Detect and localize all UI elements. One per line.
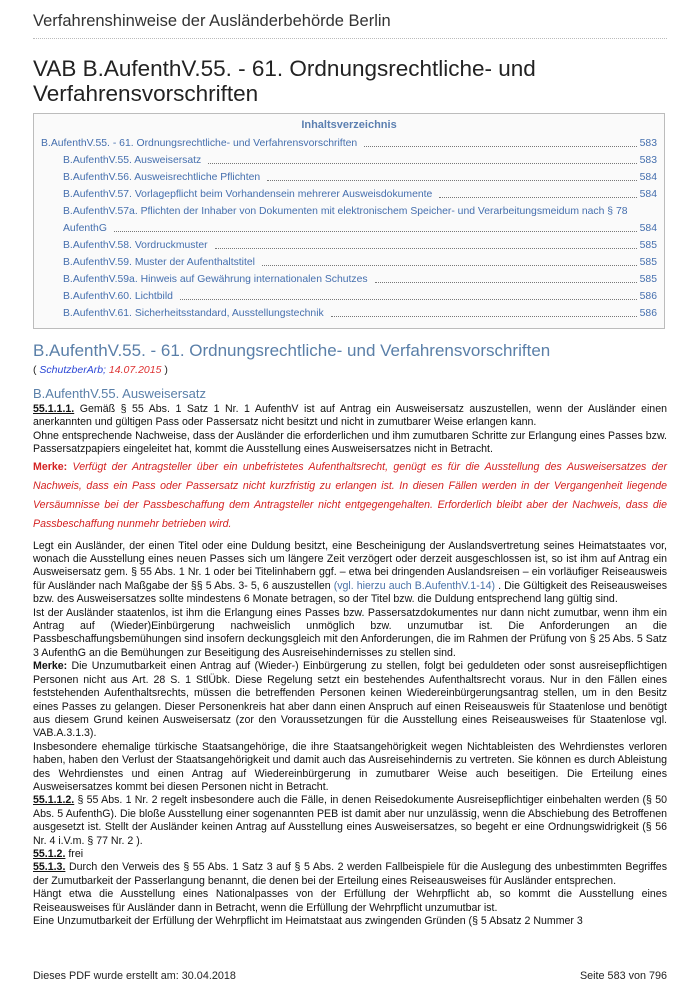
paragraph-text: Legt ein Ausländer, der einen Titel oder eine Duldung besitzt, eine Bescheinigung der Auslandsvertretung seines Heimatstaates vor, wonach die Ausstellung eines neuen Passes sich um längere Zeit verzögert oder derzeit ausgeschlossen ist, so ist ihm auf Antrag ein Ausweisersatz gem. § 55 Abs. 1 Nr. 1 oder bei Titelinhabern ggf. – etwa bei dringenden Auslandsreisen – ein vorläufiger Reiseausweis für Ausländer nach Maßgabe der §§ 5 Abs. 3- 5, 6 auszustellen	[33, 539, 667, 592]
paragraph: Insbesondere ehemalige türkische Staatsangehörige, die ihre Staatsangehörigkeit wegen Nichtableisten des Wehrdienstes verloren haben, haben den Verlust der Staatsangehörigkeit und damit auch das Ausreisehindernis zu vertreten. Sie können es durch Ableistung des Wehrdienstes und einen Antrag auf Wiedereinbürgerung in zumutbarer Weise auch beseitigen. Die Erteilung eines Ausweisersatzes kommt bei diesen Personen nicht in Betracht.	[33, 740, 667, 793]
page-footer	[33, 970, 667, 984]
paragraph	[33, 848, 667, 861]
paragraph-number: 55.1.1.2.	[33, 794, 75, 807]
toc-item-page: 584	[639, 189, 657, 200]
toc-item-label[interactable]: B.AufenthV.59. Muster der Aufenthaltstitel	[63, 257, 255, 268]
toc-item-page: 584	[639, 172, 657, 183]
revision-date: 14.07.2015	[108, 364, 162, 376]
paragraph-number: 55.1.1.1.	[33, 403, 75, 415]
toc-item-page: 584	[639, 223, 657, 234]
subsection-title: B.AufenthV.55. Ausweisersatz	[33, 386, 206, 401]
paragraph: Ist der Ausländer staatenlos, ist ihm die Erlangung eines Passes bzw. Passersatzdokumentes nur dann nicht zumutbar, wenn ihm ein Antrag auf (Wieder)Einbürgerung nachweislich unmöglich bzw. unzumutbar ist. Die Anforderungen an die Passbeschaffungsbemühungen sind insofern deckungsgleich mit den Anforderungen, die im Rahmen der Prüfung von § 25 Abs. 5 Satz 3 AufenthG an die Bemühungen zur Beseitigung des Ausreisehindernisses zu stellen sind.	[33, 606, 667, 659]
toc-item-page: 583	[639, 155, 657, 166]
paragraph-text: Gemäß § 55 Abs. 1 Satz 1 Nr. 1 AufenthV ist auf Antrag ein Ausweisersatz auszustellen, wenn der Ausländer einen anerkannten und gültigen Pass oder Passersatz nicht besitzt und nicht in zumutbarer Weise erlangen kann.	[33, 403, 667, 429]
toc-item-page: 585	[639, 257, 657, 268]
toc-list	[41, 135, 657, 322]
author-tag: SchutzberArb;	[39, 364, 106, 376]
meta-open: (	[33, 364, 40, 376]
toc-item-label[interactable]: B.AufenthV.57. Vorlagepflicht beim Vorhandensein mehrerer Ausweisdokumente	[63, 189, 433, 200]
toc-item-label[interactable]: B.AufenthV.57a. Pflichten der Inhaber von Dokumenten mit elektronischem Speicher- und Verarbeitungsmeidum nach § 78	[63, 206, 628, 217]
toc-item[interactable]	[41, 152, 657, 169]
toc-item-label[interactable]: B.AufenthV.55. Ausweisersatz	[63, 155, 202, 166]
paragraph	[33, 540, 667, 607]
toc-item-label[interactable]: AufenthG	[63, 223, 107, 234]
paragraph-text: § 55 Abs. 1 Nr. 2 regelt insbesondere auch die Fälle, in denen Reisedokumente Ausreisepflichtiger einbehalten werden (§ 50 Abs. 5 AufenthG). Die bloße Ausstellung einer sogenannten PEB ist damit aber nur unzulässig, wenn die Abschiebung des Betroffenen ausgesetzt ist. Stellt der Ausländer keinen Antrag auf Ausstellung eines Ausweisersatzes, so begeht er eine Ordnungswidrigkeit (§ 56 Nr. 4 i.V.m. § 77 Nr. 2 ).	[33, 794, 667, 847]
toc-item[interactable]	[41, 254, 657, 271]
body-text	[33, 403, 667, 928]
page-number: Seite 583 von 796	[579, 970, 667, 982]
paragraph	[33, 660, 667, 740]
paragraph-text: Durch den Verweis des § 55 Abs. 1 Satz 3 auf § 5 Abs. 2 werden Fallbeispiele für die Auslegung des unbestimmten Begriffes der Zumutbarkeit der Passerlangung benannt, die denen bei der Erteilung eines Reiseausweises für Ausländer entsprechen.	[33, 861, 667, 887]
paragraph	[33, 794, 667, 848]
toc-item-label[interactable]: B.AufenthV.55. - 61. Ordnungsrechtliche- und Verfahrensvorschriften	[41, 138, 358, 149]
table-of-contents	[33, 113, 665, 329]
toc-item-label[interactable]: B.AufenthV.59a. Hinweis auf Gewährung internationalen Schutzes	[63, 274, 368, 285]
paragraph: Hängt etwa die Ausstellung eines Nationalpasses von der Erfüllung der Wehrpflicht ab, so kommt die Ausstellung eines Reiseausweises für Ausländer dann in Betracht, wenn die Erfüllung der Wehrpflicht unzumutbar ist.	[33, 888, 667, 914]
toc-item[interactable]	[41, 288, 657, 305]
creation-date: Dieses PDF wurde erstellt am: 30.04.2018	[33, 970, 236, 982]
section-title: B.AufenthV.55. - 61. Ordnungsrechtliche- und Verfahrensvorschriften	[33, 341, 551, 360]
note-text: Verfügt der Antragsteller über ein unbefristetes Aufenthaltsrecht, genügt es für die Ausstellung des Ausweisersatzes der Nachweis, dass ein Pass oder Passersatz nicht kurzfristig zu erlangen ist. In diesen Fällen werden in der Vergangenheit liegende Versäumnisse bei der Passbeschaffung dem Antragsteller nicht entgegengehalten. Erforderlich bleibt aber der Nachweis, dass die Passbeschaffung nunmehr betrieben wird.	[33, 460, 667, 530]
page-header: Verfahrenshinweise der Ausländerbehörde Berlin	[33, 12, 667, 39]
red-note	[33, 458, 667, 534]
paragraph-text: Die Unzumutbarkeit einen Antrag auf (Wieder-) Einbürgerung zu stellen, folgt bei geduldeten oder sonst ausreisepflichtigen Personen nicht aus Art. 28 S. 1 StlÜbk. Diese Regelung setzt ein bestehendes Aufenthaltsrecht voraus. Nur in den Fällen eines feststehenden Aufenthaltsrechts, müssen die betreffenden Personen keinen Wiedereinbürgerungsantrag stellen, um in den Besitz eines Passes zu gelangen. Dieser Personenkreis hat aber dann einen Anspruch auf einen Reiseausweis für Staatenlose und benötigt aus diesem Grund keinen Ausweisersatz (zor den Voraussetzungen für die Ausstellung eines Reiseausweises für Staatenlose vgl. VAB.A.3.1.3).	[33, 660, 667, 740]
paragraph: Eine Unzumutbarkeit der Erfüllung der Wehrpflicht im Heimatstaat aus zwingenden Gründen (§ 5 Absatz 2 Nummer 3	[33, 915, 583, 927]
note-label: Merke:	[33, 460, 68, 473]
toc-heading: Inhaltsverzeichnis	[301, 119, 397, 131]
toc-item-label[interactable]: B.AufenthV.58. Vordruckmuster	[63, 240, 208, 251]
toc-item-label[interactable]: B.AufenthV.56. Ausweisrechtliche Pflichten	[63, 172, 261, 183]
toc-item[interactable]	[41, 135, 657, 152]
toc-item[interactable]	[41, 305, 657, 322]
toc-item[interactable]	[41, 169, 657, 186]
toc-item-page: 585	[639, 240, 657, 251]
document-title: VAB B.AufenthV.55. - 61. Ordnungsrechtliche- und Verfahrensvorschriften	[33, 56, 536, 106]
toc-item-label[interactable]: B.AufenthV.61. Sicherheitsstandard, Ausstellungstechnik	[63, 308, 324, 319]
meta-close: )	[161, 364, 168, 376]
paragraph	[33, 403, 667, 430]
toc-item-page: 586	[639, 308, 657, 319]
paragraph	[33, 861, 667, 888]
toc-item[interactable]	[41, 271, 657, 288]
toc-item[interactable]	[41, 203, 657, 220]
toc-item[interactable]	[41, 186, 657, 203]
toc-item-page: 586	[639, 291, 657, 302]
cross-reference-link[interactable]: (vgl. hierzu auch B.AufenthV.1-14)	[333, 579, 496, 592]
paragraph: Ohne entsprechende Nachweise, dass der Ausländer die erforderlichen und ihm zumutbaren Schritte zur Erlangung eines Passes bzw. Passersatzpapiers eingeleitet hat, kommt die Ausstellung eines Ausweisersatzes nicht in Betracht.	[33, 429, 667, 456]
note-label: Merke:	[33, 660, 68, 673]
toc-item-page: 583	[639, 138, 657, 149]
paragraph-text: . Die Gültigkeit des Reiseausweises bzw. des Ausweisersatzes sollte mindestens 6 Monate betragen, so der Titel bzw. die Duldung entsprechend lang gültig sind.	[33, 579, 668, 606]
paragraph-number: 55.1.2.	[33, 847, 66, 860]
paragraph-number: 55.1.3.	[33, 861, 66, 874]
section-meta	[33, 364, 168, 376]
toc-item-label[interactable]: B.AufenthV.60. Lichtbild	[63, 291, 173, 302]
toc-item-continuation[interactable]	[41, 220, 657, 237]
toc-item[interactable]	[41, 237, 657, 254]
toc-item-page: 585	[639, 274, 657, 285]
paragraph-text: frei	[65, 847, 84, 860]
